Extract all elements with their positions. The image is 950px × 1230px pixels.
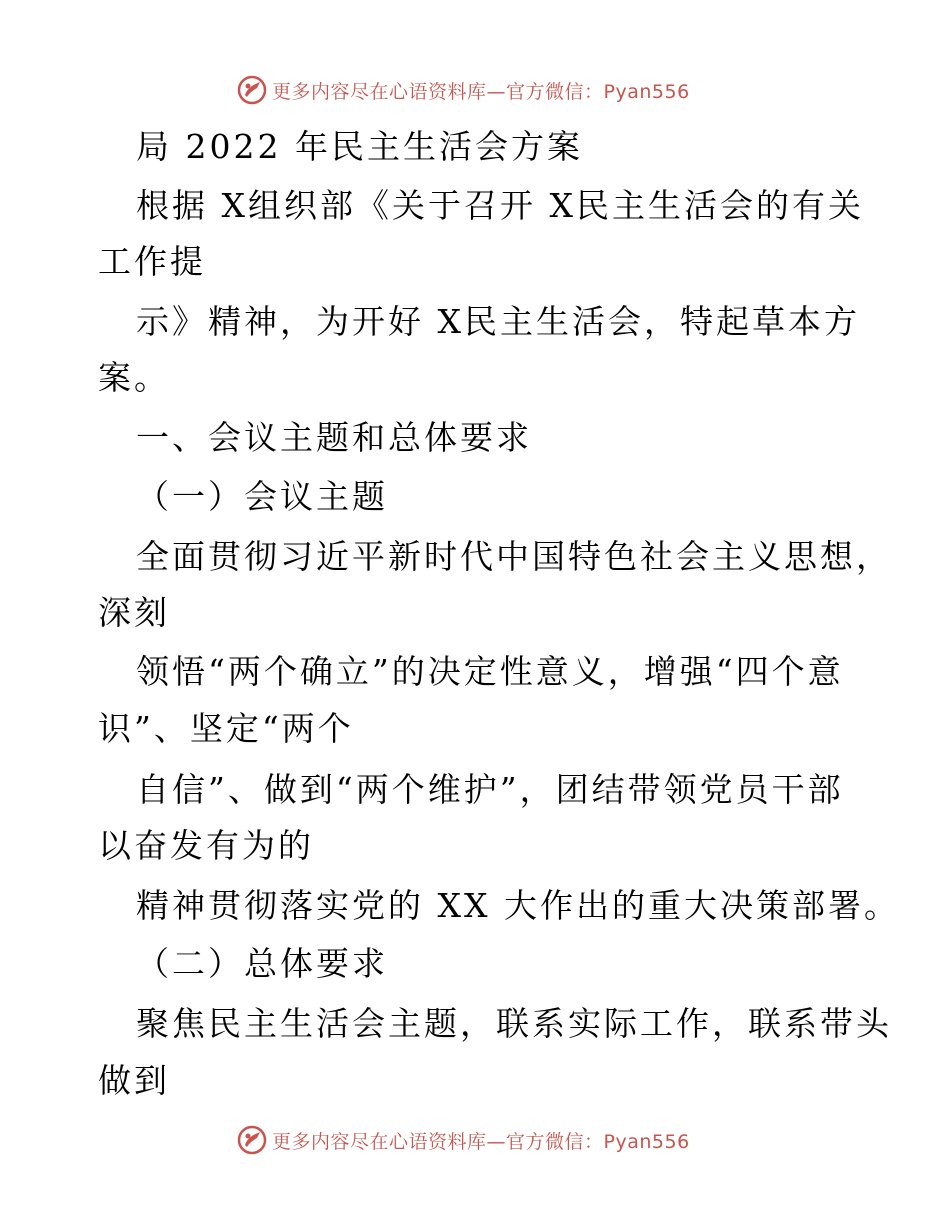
header-banner-text: 更多内容尽在心语资料库—官方微信：Pyan556 <box>272 80 690 103</box>
doc-line: 示》精神，为开好 X民主生活会，特起草本方 <box>136 302 860 341</box>
doc-line: 聚焦民主生活会主题，联系实际工作，联系带头 <box>136 1004 892 1043</box>
doc-line: 自信”、做到“两个维护”，团结带领党员干部 <box>136 770 844 809</box>
subsection-heading: （二）总体要求 <box>136 944 388 983</box>
doc-line: 根据 X组织部《关于召开 X民主生活会的有关 <box>136 186 864 225</box>
doc-line: 工作提 <box>98 242 206 281</box>
doc-line: 精神贯彻落实党的 XX 大作出的重大决策部署。 <box>136 886 900 925</box>
doc-line: 案。 <box>98 358 170 397</box>
header-banner <box>236 72 690 108</box>
footer-banner-text: 更多内容尽在心语资料库—官方微信：Pyan556 <box>272 1130 690 1153</box>
doc-line: 以奋发有为的 <box>98 826 314 865</box>
brand-logo-icon <box>236 74 268 106</box>
doc-title: 局 2022 年民主生活会方案 <box>136 127 583 166</box>
subsection-heading: （一）会议主题 <box>136 477 388 516</box>
doc-line: 全面贯彻习近平新时代中国特色社会主义思想， <box>136 537 892 576</box>
section-heading: 一、会议主题和总体要求 <box>136 418 532 457</box>
doc-line: 做到 <box>98 1061 170 1100</box>
brand-logo-icon <box>236 1124 268 1156</box>
doc-line: 领悟“两个确立”的决定性意义，增强“四个意 <box>136 652 844 691</box>
doc-line: 深刻 <box>98 593 170 632</box>
footer-banner <box>236 1122 690 1158</box>
doc-line: 识”、坚定“两个 <box>98 709 354 748</box>
